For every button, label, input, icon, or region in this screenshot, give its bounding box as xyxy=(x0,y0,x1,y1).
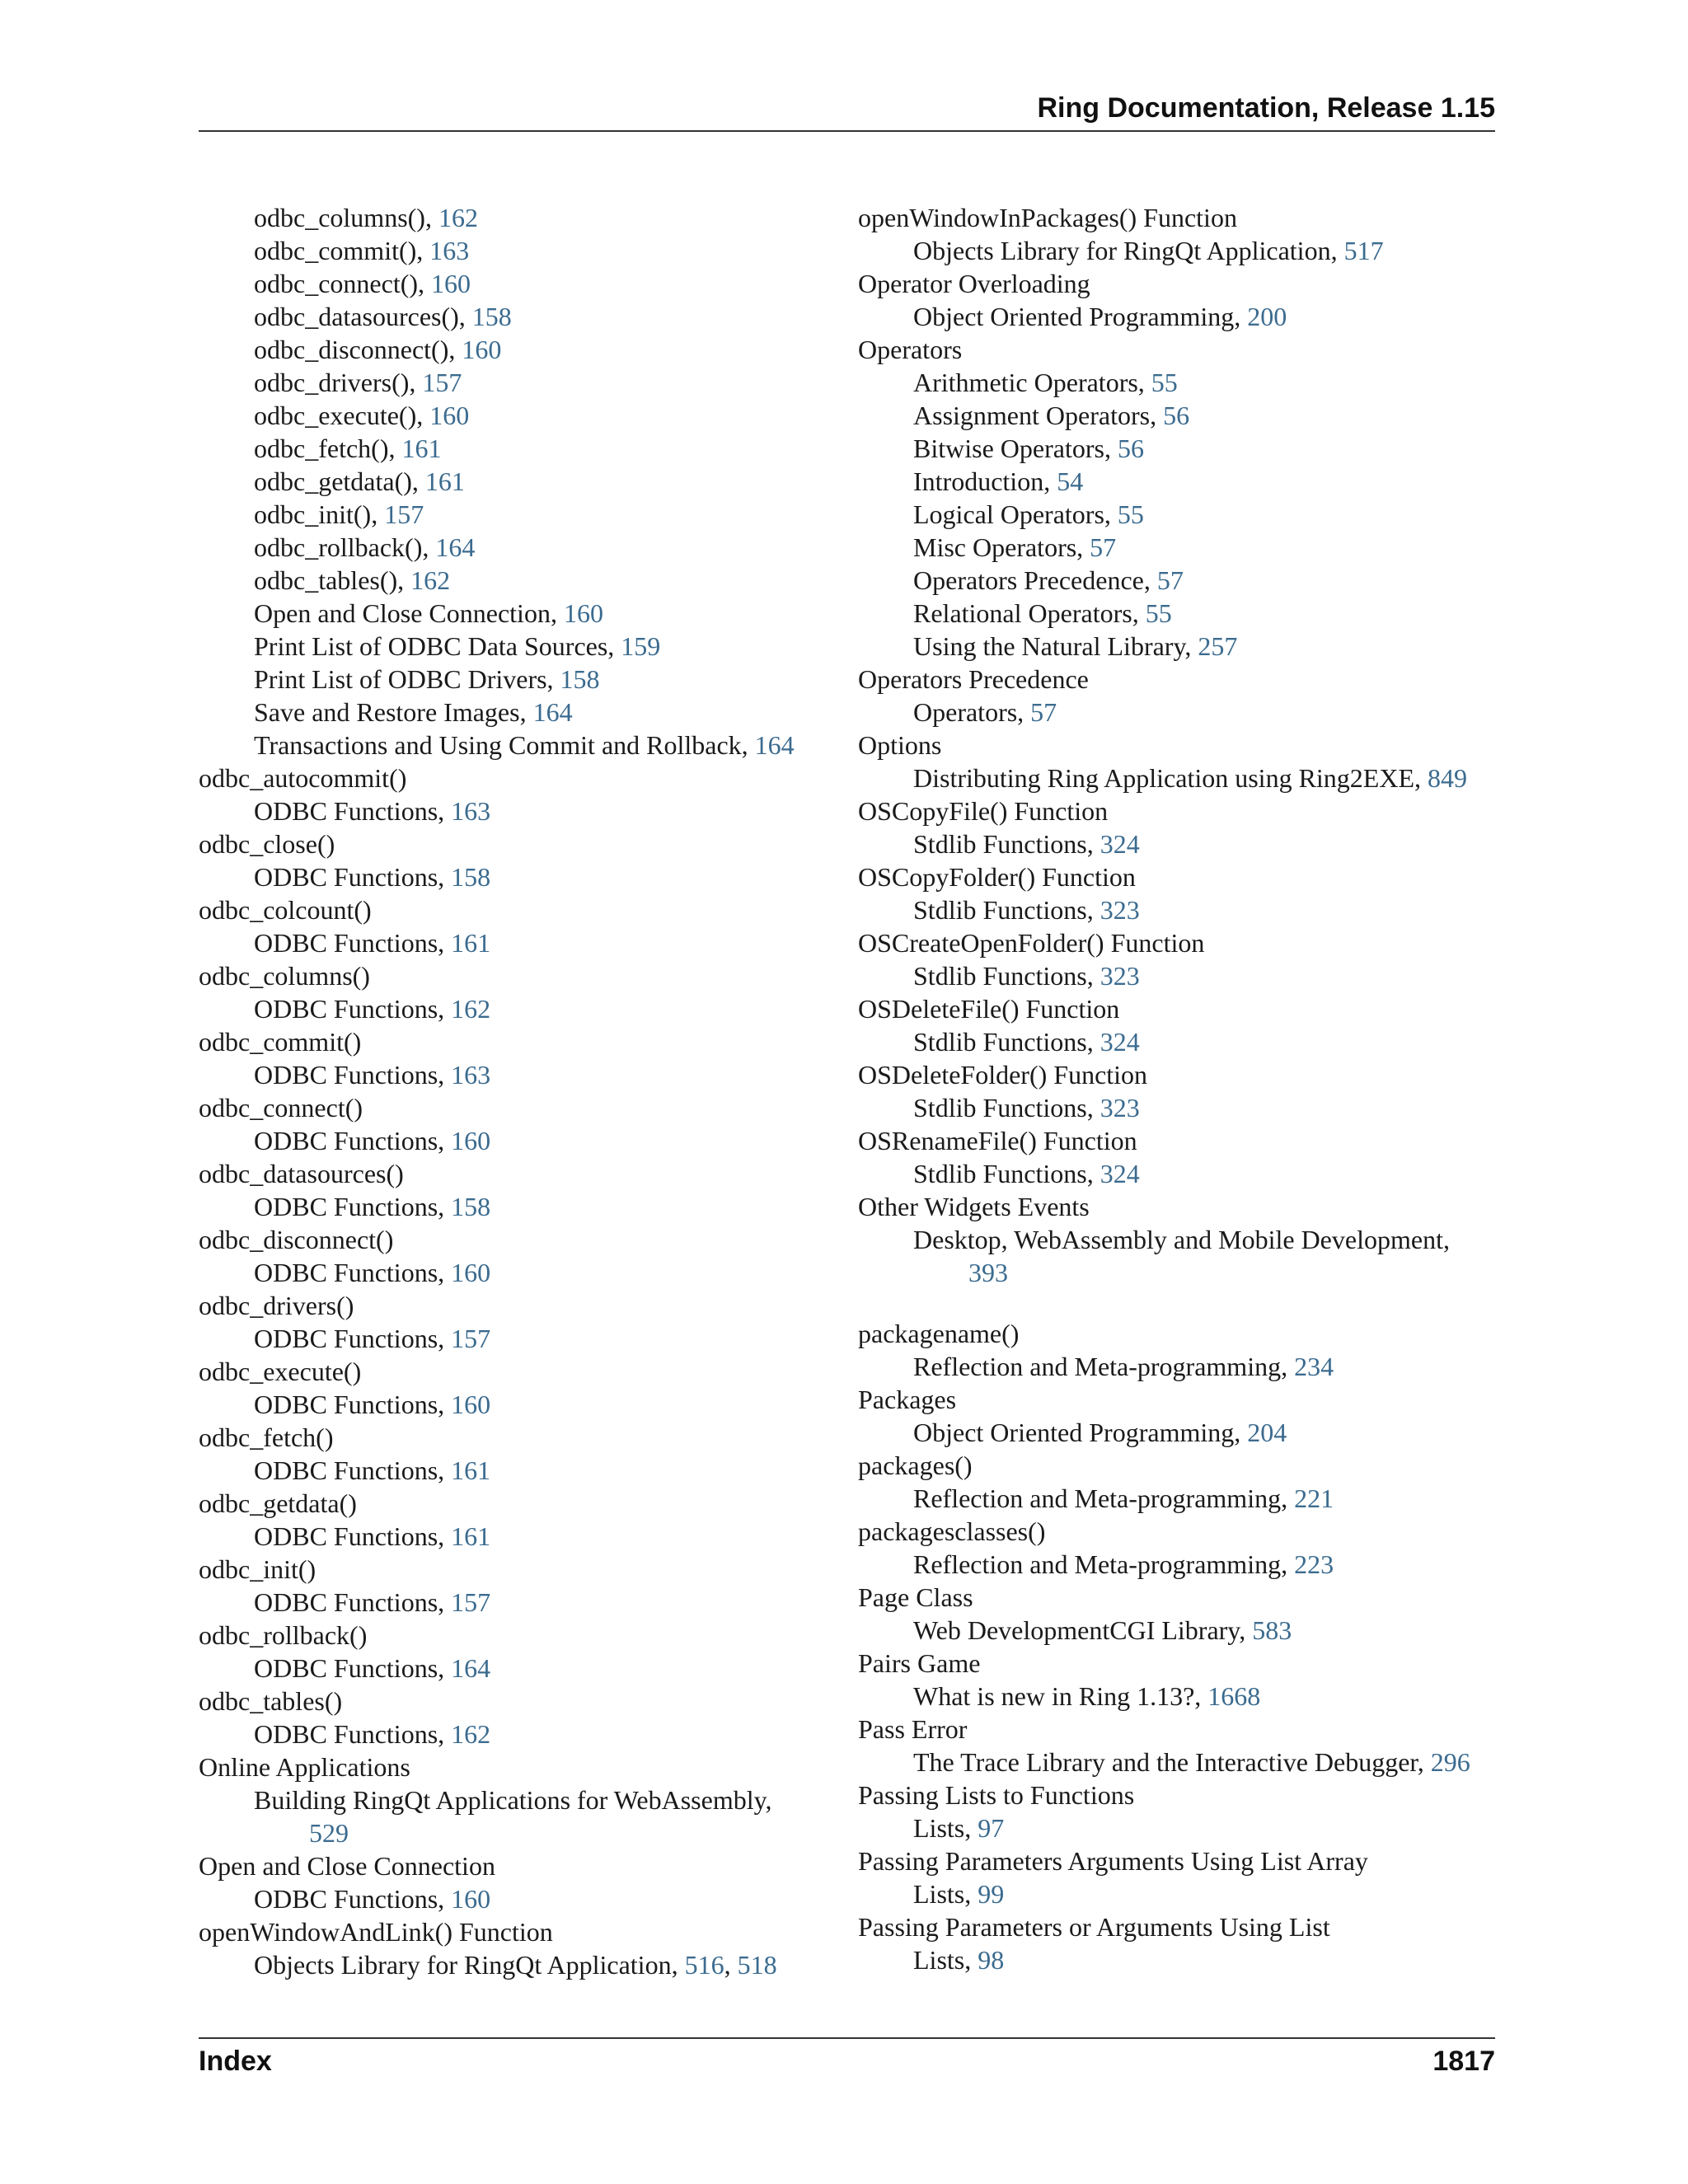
index-entry-text: Operators, xyxy=(913,697,1031,727)
page-link[interactable]: 160 xyxy=(431,269,471,298)
index-term xyxy=(199,1849,833,1882)
page-link[interactable]: 1668 xyxy=(1207,1681,1261,1711)
index-entry-text: Operators xyxy=(858,335,963,364)
page-link[interactable]: 234 xyxy=(1294,1352,1334,1381)
index-term xyxy=(199,1025,833,1058)
index-entry-text: Desktop, WebAssembly and Mobile Development, xyxy=(913,1225,1450,1254)
page-link[interactable]: 296 xyxy=(1430,1747,1470,1777)
index-entry-text: Other Widgets Events xyxy=(858,1192,1090,1221)
page-link[interactable]: 164 xyxy=(451,1653,491,1683)
index-entry-text: Reflection and Meta-programming, xyxy=(913,1352,1295,1381)
index-entry-text: Options xyxy=(858,730,942,760)
index-subentry xyxy=(199,794,833,827)
index-entry-text: odbc_disconnect() xyxy=(199,1225,394,1254)
index-entry-text: ODBC Functions, xyxy=(254,1455,452,1485)
index-entry-text: Building RingQt Applications for WebAssembly, xyxy=(254,1785,772,1815)
index-term xyxy=(858,1124,1495,1157)
index-entry-text: ODBC Functions, xyxy=(254,1390,452,1419)
index-entry-text: odbc_rollback(), xyxy=(254,532,436,562)
index-subentry xyxy=(858,498,1495,531)
index-entry-text: packages() xyxy=(858,1451,973,1480)
page-link[interactable]: 158 xyxy=(451,1192,491,1221)
index-entry-text: odbc_columns() xyxy=(199,961,370,991)
index-term xyxy=(858,729,1495,762)
index-entry-text: odbc_execute(), xyxy=(254,401,430,430)
index-entry-text: Page Class xyxy=(858,1582,973,1612)
index-term xyxy=(199,1553,833,1586)
page-link[interactable]: 162 xyxy=(451,1719,491,1749)
page-link[interactable]: 56 xyxy=(1117,434,1144,463)
index-subentry xyxy=(858,399,1495,432)
index-subentry xyxy=(199,729,833,762)
page-link[interactable]: 160 xyxy=(451,1884,491,1914)
index-term xyxy=(858,333,1495,366)
index-entry-text: packagesclasses() xyxy=(858,1516,1046,1546)
index-term xyxy=(199,1487,833,1520)
index-term xyxy=(858,1058,1495,1091)
index-term xyxy=(858,267,1495,300)
index-column-right xyxy=(858,201,1495,1976)
index-entry-text: ODBC Functions, xyxy=(254,1587,452,1617)
index-entry-text: odbc_commit(), xyxy=(254,236,430,265)
index-subentry xyxy=(199,597,833,630)
index-term xyxy=(858,201,1495,234)
page-link[interactable]: 160 xyxy=(451,1126,491,1155)
index-term xyxy=(199,1421,833,1454)
index-entry-text: odbc_fetch(), xyxy=(254,434,402,463)
index-term xyxy=(858,1317,1495,1350)
index-entry-text: OSDeleteFolder() Function xyxy=(858,1060,1148,1090)
index-entry-text: Stdlib Functions, xyxy=(913,1093,1100,1122)
index-entry-text: Pass Error xyxy=(858,1714,968,1744)
page-link[interactable]: 160 xyxy=(462,335,502,364)
index-entry-text: OSCopyFolder() Function xyxy=(858,862,1136,892)
index-entry-text: odbc_tables() xyxy=(199,1686,343,1716)
index-subentry xyxy=(199,1652,833,1685)
page-link[interactable]: 54 xyxy=(1057,466,1084,496)
page-link[interactable]: 99 xyxy=(978,1879,1005,1909)
index-subentry xyxy=(858,893,1495,926)
page-link[interactable]: 55 xyxy=(1145,598,1172,628)
index-entry-text: Logical Operators, xyxy=(913,499,1118,529)
index-entry-text: odbc_close() xyxy=(199,829,335,859)
page-link[interactable]: 161 xyxy=(401,434,442,463)
index-entry-text: odbc_drivers(), xyxy=(254,368,423,397)
index-entry-text: ODBC Functions, xyxy=(254,1126,452,1155)
index-subentry xyxy=(858,1811,1495,1844)
index-term xyxy=(858,1383,1495,1416)
index-subentry xyxy=(858,827,1495,860)
index-entry-text: OSCreateOpenFolder() Function xyxy=(858,928,1205,958)
index-term xyxy=(199,959,833,992)
index-subentry xyxy=(858,762,1495,794)
index-entry-text: odbc_getdata() xyxy=(199,1488,357,1518)
index-entry-text: Stdlib Functions, xyxy=(913,895,1100,925)
index-subentry xyxy=(199,630,833,663)
index-entry-text: Reflection and Meta-programming, xyxy=(913,1549,1295,1579)
index-subentry xyxy=(199,1948,833,1981)
page-link[interactable]: 163 xyxy=(451,1060,491,1090)
index-term xyxy=(858,1449,1495,1482)
index-subentry xyxy=(199,498,833,531)
index-term xyxy=(858,794,1495,827)
page-link[interactable]: 157 xyxy=(451,1587,491,1617)
index-subentry xyxy=(858,1157,1495,1190)
index-subentry xyxy=(199,1718,833,1750)
footer-page-number: 1817 xyxy=(1432,2046,1495,2077)
index-entry-text: Bitwise Operators, xyxy=(913,434,1118,463)
index-entry-text: ODBC Functions, xyxy=(254,1324,452,1353)
page-link[interactable]: 164 xyxy=(754,730,795,760)
index-subentry xyxy=(199,531,833,564)
page-link[interactable]: 160 xyxy=(429,401,470,430)
index-entry-text: odbc_autocommit() xyxy=(199,763,407,793)
page-link[interactable]: 158 xyxy=(451,862,491,892)
index-entry-text: packagename() xyxy=(858,1319,1020,1348)
index-subentry xyxy=(199,234,833,267)
index-subentry xyxy=(199,1783,833,1849)
index-entry-text: odbc_rollback() xyxy=(199,1620,368,1650)
index-entry-text: Reflection and Meta-programming, xyxy=(913,1483,1295,1513)
index-entry-text: Operators Precedence, xyxy=(913,565,1157,595)
index-entry-text: odbc_execute() xyxy=(199,1357,362,1386)
index-term xyxy=(858,1910,1495,1943)
index-subentry xyxy=(858,696,1495,729)
index-subentry xyxy=(199,1882,833,1915)
index-entry-text: ODBC Functions, xyxy=(254,1060,452,1090)
index-term xyxy=(858,926,1495,959)
page-link[interactable]: 324 xyxy=(1100,1159,1140,1188)
page-link[interactable]: 157 xyxy=(451,1324,491,1353)
index-subentry xyxy=(858,597,1495,630)
page-link[interactable]: 97 xyxy=(978,1813,1005,1843)
index-column-left xyxy=(199,201,833,1981)
index-entry-text: ODBC Functions, xyxy=(254,1258,452,1287)
index-subentry xyxy=(199,1256,833,1289)
index-entry-text: Web DevelopmentCGI Library, xyxy=(913,1615,1253,1645)
page-link[interactable]: 162 xyxy=(438,203,478,232)
index-entry-text: Passing Parameters or Arguments Using List xyxy=(858,1912,1330,1942)
index-entry-text: openWindowInPackages() Function xyxy=(858,203,1237,232)
page-link[interactable]: 160 xyxy=(451,1390,491,1419)
index-entry-text: Operators Precedence xyxy=(858,664,1089,694)
index-term xyxy=(858,1713,1495,1746)
index-subentry xyxy=(858,432,1495,465)
index-entry-text: Stdlib Functions, xyxy=(913,829,1100,859)
letter-group-gap xyxy=(858,1289,1495,1317)
index-term xyxy=(199,1355,833,1388)
page-link[interactable]: 161 xyxy=(451,1455,491,1485)
index-term xyxy=(199,1157,833,1190)
index-subentry xyxy=(858,1680,1495,1713)
index-term xyxy=(858,1844,1495,1877)
index-entry-text: Lists, xyxy=(913,1813,978,1843)
index-subentry xyxy=(199,992,833,1025)
index-term xyxy=(199,1685,833,1718)
index-entry-text: Assignment Operators, xyxy=(913,401,1164,430)
index-entry-text: odbc_init() xyxy=(199,1554,316,1584)
index-subentry xyxy=(858,1746,1495,1779)
index-entry-text: Stdlib Functions, xyxy=(913,1159,1100,1188)
index-entry-text: Packages xyxy=(858,1385,957,1414)
index-term xyxy=(199,762,833,794)
index-entry-text: odbc_drivers() xyxy=(199,1291,354,1320)
index-entry-text: ODBC Functions, xyxy=(254,1653,452,1683)
index-subentry xyxy=(199,1190,833,1223)
index-subentry xyxy=(199,1058,833,1091)
index-entry-text: ODBC Functions, xyxy=(254,796,452,826)
index-entry-text: odbc_fetch() xyxy=(199,1422,334,1452)
index-entry-text: Passing Lists to Functions xyxy=(858,1780,1135,1810)
index-subentry xyxy=(858,1482,1495,1515)
page-link[interactable]: 518 xyxy=(737,1950,777,1980)
index-entry-text: Open and Close Connection xyxy=(199,1851,495,1881)
footer-rule xyxy=(199,2037,1495,2039)
page-link[interactable]: 323 xyxy=(1100,895,1140,925)
index-entry-text: OSRenameFile() Function xyxy=(858,1126,1137,1155)
index-entry-text: openWindowAndLink() Function xyxy=(199,1917,553,1947)
index-term xyxy=(858,1647,1495,1680)
index-term xyxy=(858,1190,1495,1223)
index-subentry xyxy=(199,465,833,498)
index-term xyxy=(199,893,833,926)
page-link[interactable]: 393 xyxy=(968,1258,1008,1287)
index-entry-text: ODBC Functions, xyxy=(254,994,452,1024)
page-link[interactable]: 163 xyxy=(429,236,470,265)
running-header-title: Ring Documentation, Release 1.15 xyxy=(1037,92,1495,124)
index-entry-text: Objects Library for RingQt Application, xyxy=(254,1950,685,1980)
index-term xyxy=(858,1779,1495,1811)
page-link[interactable]: 98 xyxy=(978,1945,1005,1975)
page-link[interactable]: 159 xyxy=(621,631,661,661)
page-link[interactable]: 221 xyxy=(1294,1483,1334,1513)
index-term xyxy=(199,1915,833,1948)
index-subentry xyxy=(199,926,833,959)
index-entry-text: Save and Restore Images, xyxy=(254,697,533,727)
index-entry-text: Pairs Game xyxy=(858,1648,981,1678)
index-subentry xyxy=(858,1416,1495,1449)
page-link[interactable]: 158 xyxy=(560,664,600,694)
index-term xyxy=(199,1091,833,1124)
index-subentry xyxy=(858,1091,1495,1124)
page-link[interactable]: 55 xyxy=(1151,368,1178,397)
page-link[interactable]: 849 xyxy=(1428,763,1467,793)
index-entry-text: ODBC Functions, xyxy=(254,1719,452,1749)
index-term xyxy=(199,1223,833,1256)
page-link[interactable]: 162 xyxy=(410,565,451,595)
index-entry-text: ODBC Functions, xyxy=(254,1192,452,1221)
page-link[interactable]: 324 xyxy=(1100,829,1140,859)
index-subentry xyxy=(858,1350,1495,1383)
index-subentry xyxy=(858,300,1495,333)
page-link[interactable]: 56 xyxy=(1163,401,1190,430)
index-subentry xyxy=(199,1454,833,1487)
page-link[interactable]: 162 xyxy=(451,994,491,1024)
index-subentry xyxy=(199,1322,833,1355)
footer-section-label: Index xyxy=(199,2046,272,2077)
index-entry-text: Relational Operators, xyxy=(913,598,1146,628)
index-entry-text: Introduction, xyxy=(913,466,1057,496)
page-link[interactable]: 57 xyxy=(1090,532,1117,562)
index-subentry xyxy=(199,201,833,234)
index-entry-text: Transactions and Using Commit and Rollback, xyxy=(254,730,755,760)
index-subentry xyxy=(858,1025,1495,1058)
page-link[interactable]: 161 xyxy=(451,928,491,958)
page-link[interactable]: 160 xyxy=(563,598,603,628)
page-link[interactable]: 204 xyxy=(1247,1418,1287,1447)
index-term xyxy=(199,1750,833,1783)
page-link[interactable]: 161 xyxy=(424,466,465,496)
index-entry-text: Objects Library for RingQt Application, xyxy=(913,236,1344,265)
index-entry-text: Online Applications xyxy=(199,1752,410,1782)
index-term xyxy=(858,1515,1495,1548)
index-subentry xyxy=(858,465,1495,498)
index-term xyxy=(858,992,1495,1025)
index-subentry xyxy=(858,1943,1495,1976)
page-link[interactable]: 57 xyxy=(1156,565,1184,595)
index-term xyxy=(199,1289,833,1322)
index-subentry xyxy=(199,564,833,597)
index-subentry xyxy=(199,1586,833,1619)
index-subentry xyxy=(199,366,833,399)
index-subentry xyxy=(199,663,833,696)
index-subentry xyxy=(199,1520,833,1553)
page-link[interactable]: 583 xyxy=(1252,1615,1292,1645)
index-subentry xyxy=(199,432,833,465)
page-link[interactable]: 324 xyxy=(1100,1027,1140,1057)
index-subentry xyxy=(199,1388,833,1421)
index-entry-text: Object Oriented Programming, xyxy=(913,1418,1248,1447)
index-entry-text: ODBC Functions, xyxy=(254,1521,452,1551)
index-subentry xyxy=(199,1124,833,1157)
index-entry-text: odbc_datasources() xyxy=(199,1159,404,1188)
index-term xyxy=(199,1619,833,1652)
index-entry-text: Lists, xyxy=(913,1945,978,1975)
index-entry-text: ODBC Functions, xyxy=(254,1884,452,1914)
index-subentry xyxy=(858,366,1495,399)
page-link[interactable]: 223 xyxy=(1294,1549,1334,1579)
index-entry-text: Print List of ODBC Data Sources, xyxy=(254,631,621,661)
index-subentry xyxy=(199,267,833,300)
index-entry-text: odbc_getdata(), xyxy=(254,466,425,496)
index-entry-text: Using the Natural Library, xyxy=(913,631,1198,661)
page-link[interactable]: 163 xyxy=(451,796,491,826)
index-subentry xyxy=(858,564,1495,597)
index-subentry xyxy=(199,399,833,432)
page-link[interactable]: 164 xyxy=(435,532,476,562)
index-entry-text: Stdlib Functions, xyxy=(913,1027,1100,1057)
page-link[interactable]: 257 xyxy=(1198,631,1238,661)
index-entry-text: odbc_disconnect(), xyxy=(254,335,462,364)
index-subentry xyxy=(858,1614,1495,1647)
index-entry-text: odbc_tables(), xyxy=(254,565,411,595)
index-entry-text: odbc_columns(), xyxy=(254,203,438,232)
page-link[interactable]: 529 xyxy=(309,1818,349,1848)
index-subentry xyxy=(199,333,833,366)
page-link[interactable]: 55 xyxy=(1117,499,1144,529)
page-link[interactable]: 160 xyxy=(451,1258,491,1287)
page-link[interactable]: 161 xyxy=(451,1521,491,1551)
page-link[interactable]: 157 xyxy=(422,368,462,397)
index-subentry xyxy=(858,1877,1495,1910)
page-link[interactable]: 323 xyxy=(1100,961,1140,991)
index-term xyxy=(858,1581,1495,1614)
index-term xyxy=(858,860,1495,893)
index-subentry xyxy=(858,1223,1495,1289)
index-subentry xyxy=(858,630,1495,663)
page-link[interactable]: 158 xyxy=(471,302,512,331)
index-entry-text: Stdlib Functions, xyxy=(913,961,1100,991)
index-entry-text: Operator Overloading xyxy=(858,269,1090,298)
index-subentry xyxy=(199,300,833,333)
index-entry-text: odbc_connect(), xyxy=(254,269,432,298)
index-entry-text: odbc_commit() xyxy=(199,1027,362,1057)
index-term xyxy=(858,663,1495,696)
page-link[interactable]: 517 xyxy=(1343,236,1384,265)
index-entry-text: Print List of ODBC Drivers, xyxy=(254,664,560,694)
index-subentry xyxy=(858,531,1495,564)
index-entry-text: ODBC Functions, xyxy=(254,862,452,892)
index-entry-text: Object Oriented Programming, xyxy=(913,302,1248,331)
index-entry-text: ODBC Functions, xyxy=(254,928,452,958)
index-entry-text: Arithmetic Operators, xyxy=(913,368,1151,397)
index-term xyxy=(199,827,833,860)
index-entry-text: odbc_init(), xyxy=(254,499,385,529)
index-entry-text: Passing Parameters Arguments Using List Array xyxy=(858,1846,1368,1876)
page-link[interactable]: 323 xyxy=(1100,1093,1140,1122)
index-entry-text: odbc_connect() xyxy=(199,1093,363,1122)
index-entry-text: Misc Operators, xyxy=(913,532,1090,562)
index-entry-text: What is new in Ring 1.13?, xyxy=(913,1681,1208,1711)
index-entry-text: Lists, xyxy=(913,1879,978,1909)
header-rule xyxy=(199,130,1495,132)
page-link[interactable]: 200 xyxy=(1247,302,1287,331)
index-subentry xyxy=(858,1548,1495,1581)
page-link[interactable]: 157 xyxy=(384,499,424,529)
index-entry-text: odbc_datasources(), xyxy=(254,302,472,331)
index-subentry xyxy=(858,234,1495,267)
page-link[interactable]: 516 xyxy=(684,1950,724,1980)
page-link[interactable]: 164 xyxy=(532,697,573,727)
index-entry-text: Distributing Ring Application using Ring2EXE, xyxy=(913,763,1428,793)
index-entry-text: OSCopyFile() Function xyxy=(858,796,1109,826)
page-link[interactable]: 57 xyxy=(1030,697,1057,727)
index-entry-text: odbc_colcount() xyxy=(199,895,372,925)
index-subentry xyxy=(199,696,833,729)
index-entry-text: OSDeleteFile() Function xyxy=(858,994,1120,1024)
index-entry-text: The Trace Library and the Interactive Debugger, xyxy=(913,1747,1431,1777)
index-subentry xyxy=(858,959,1495,992)
index-entry-text: Open and Close Connection, xyxy=(254,598,564,628)
page-separator: , xyxy=(724,1950,738,1980)
index-subentry xyxy=(199,860,833,893)
